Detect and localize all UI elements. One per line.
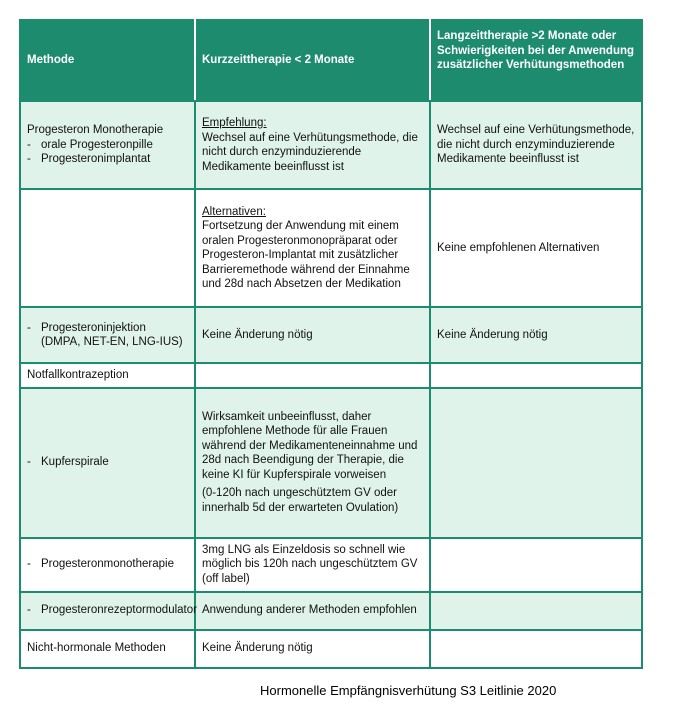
short-term-text: Keine Änderung nötig <box>202 328 313 341</box>
list-item <box>27 138 188 153</box>
method-cell <box>20 363 195 388</box>
short-term-text: Anwendung anderer Methoden empfohlen <box>202 604 417 617</box>
dash: - <box>27 153 31 166</box>
short-term-text: Wirksamkeit unbeeinflusst, daher empfohlene Methode für alle Frauen während der Medikamenteneinnahme und 28d nach Beendigung der Therapie, die keine KI für Kupferspirale vorweisen <box>202 410 418 481</box>
method-cell <box>20 388 195 538</box>
long-term-text: Keine Änderung nötig <box>437 328 548 341</box>
dash: - <box>27 456 31 469</box>
recommendation-heading: Empfehlung: <box>202 117 267 129</box>
method-title: Nicht-hormonale Methoden <box>27 642 166 655</box>
long-term-cell <box>430 592 642 630</box>
header-row <box>20 20 642 101</box>
short-term-cell <box>195 363 430 388</box>
method-cell <box>20 101 195 189</box>
method-cell <box>20 630 195 668</box>
long-term-cell <box>430 538 642 592</box>
header-long-term: Langzeittherapie >2 Monate oder Schwierigkeiten bei der Anwendung zusätzlicher Verhütungsmethoden <box>430 20 642 101</box>
table-row <box>20 538 642 592</box>
short-term-text: 3mg LNG als Einzeldosis so schnell wie möglich bis 120h nach ungeschütztem GV (off label) <box>202 543 418 585</box>
short-term-cell <box>195 189 430 307</box>
table-row <box>20 630 642 668</box>
long-term-cell <box>430 101 642 189</box>
table-row <box>20 307 642 363</box>
long-term-cell <box>430 307 642 363</box>
dash: - <box>27 138 31 151</box>
long-term-text: Keine empfohlenen Alternativen <box>437 241 600 254</box>
short-term-text: Fortsetzung der Anwendung mit einem oralen Progesteronmonopräparat oder Progesteron-Implantat mit zusätzlicher Barrieremethode während der Einnahme und 28d nach Absetzen der Medikation <box>202 220 410 290</box>
short-term-cell <box>195 630 430 668</box>
method-item: Progesteroninjektion (DMPA, NET-EN, LNG-IUS) <box>41 321 183 348</box>
method-cell <box>20 307 195 363</box>
short-term-note: (0-120h nach ungeschütztem GV oder innerhalb 5d der erwarteten Ovulation) <box>202 487 399 514</box>
table-row <box>20 592 642 630</box>
table-row <box>20 363 642 388</box>
long-term-cell <box>430 388 642 538</box>
alternatives-heading: Alternativen: <box>202 205 266 218</box>
long-term-cell <box>430 189 642 307</box>
method-item: Progesteronimplantat <box>41 153 151 166</box>
short-term-cell <box>195 307 430 363</box>
table-row <box>20 388 642 538</box>
method-title: Notfallkontrazeption <box>27 369 129 381</box>
short-term-text: Keine Änderung nötig <box>202 642 313 655</box>
method-item: Progesteronrezeptormodulator <box>41 604 197 617</box>
method-cell <box>20 592 195 630</box>
list-item <box>27 557 188 572</box>
long-term-cell <box>430 630 642 668</box>
header-method: Methode <box>20 20 195 101</box>
short-term-cell <box>195 101 430 189</box>
table-row <box>20 189 642 307</box>
method-item: Kupferspirale <box>41 456 109 469</box>
dash: - <box>27 558 31 571</box>
header-short-term: Kurzzeittherapie < 2 Monate <box>195 20 430 101</box>
list-item <box>27 152 188 167</box>
dash: - <box>27 604 31 617</box>
table-row <box>20 101 642 189</box>
source-caption: Hormonelle Empfängnisverhütung S3 Leitlinie 2020 <box>260 683 557 698</box>
method-item: Progesteronmonotherapie <box>41 558 174 571</box>
method-item: orale Progesteronpille <box>41 138 153 151</box>
long-term-cell <box>430 363 642 388</box>
list-item <box>27 321 188 350</box>
short-term-cell <box>195 388 430 538</box>
short-term-cell <box>195 538 430 592</box>
contraception-table <box>19 19 643 669</box>
short-term-cell <box>195 592 430 630</box>
short-term-text: Wechsel auf eine Verhütungsmethode, die nicht durch enzyminduzierende Medikamente beeinflusst ist <box>202 131 418 173</box>
method-cell <box>20 189 195 307</box>
dash: - <box>27 321 31 334</box>
long-term-text: Wechsel auf eine Verhütungsmethode, die nicht durch enzyminduzierende Medikamente beeinflusst ist <box>437 124 635 166</box>
list-item <box>27 455 188 470</box>
method-cell <box>20 538 195 592</box>
method-title: Progesteron Monotherapie <box>27 124 164 137</box>
list-item <box>27 603 197 618</box>
